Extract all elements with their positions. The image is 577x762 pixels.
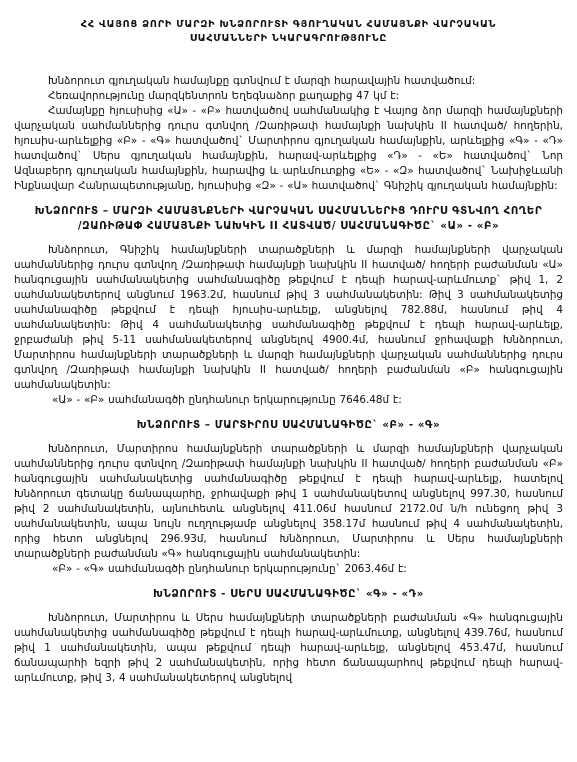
intro-boundaries: Համայնքը հյուսիսից «Ա» - «Բ» հատվածով սահմանակից է Վայոց ձոր մարզի համայնքների վարչական սահմաններից դուրս գտնվող /Զառիթափ համայնքի նախկին II հատված/ հողերին, հյուսիս-արևելքից «Բ» - «Գ» հատվածով` Մարտիրոս գյուղական համայնքին, արևելքից «Գ» - «Դ» հատվածով` Սերս գյուղական համայնքին, հարավ-արևելքից «Դ» - «Ե» հատվածով` Նոր Ազնաբերդ գյուղական համայնքին, հարավից և արևմուտքից «Ե» - «Զ» հատվածով` Նախիջևանի Ինքնավար Հանրապետությանը, հյուսիսից «Զ» - «Ա» հատվածով` Գնիշիկ գյուղական համայնքին:: [14, 105, 563, 192]
section-g-d: [14, 587, 563, 686]
section-heading: [14, 587, 563, 602]
title-line-2: ՍԱՀՄԱՆՆԵՐԻ ՆԿԱՐԱԳՐՈՒԹՅՈՒՆԸ: [189, 33, 388, 44]
section-b-g: [14, 418, 563, 577]
title-line-1: ՀՀ ՎԱՅՈՑ ՁՈՐԻ ՄԱՐԶԻ ԽՆՁՈՐՈՒՏԻ ԳՅՈՒՂԱԿԱՆ ՀԱՄԱՅՆՔԻ ՎԱՐՉԱԿԱՆ: [80, 19, 497, 30]
section-heading-line: ԽՆՁՈՐՈՒՏ - ՍԵՐՍ ՍԱՀՄԱՆԱԳԻԾԸ` «Գ» - «Դ»: [153, 589, 424, 600]
section-heading: [14, 418, 563, 433]
section-length: «Բ» - «Գ» սահմանագծի ընդհանուր երկարությունը` 2063.46մ է:: [52, 563, 407, 575]
section-heading-line: ԽՆՁՈՐՈՒՏ – ՄԱՐՏԻՐՈՍ ՍԱՀՄԱՆԱԳԻԾԸ` «Բ» - «Գ»: [136, 420, 441, 431]
section-heading-line: /ԶԱՌԻԹԱՓ ՀԱՄԱՅՆՔԻ ՆԱԽԿԻՆ II ՀԱՏՎԱԾ/ ՍԱՀՄԱՆԱԳԻԾԸ` «Ա» - «Բ»: [77, 221, 500, 232]
intro-section: [14, 74, 563, 194]
section-length: «Ա» - «Բ» սահմանագծի ընդհանուր երկարությունը 7646.48մ է:: [52, 394, 402, 406]
section-body: Խնձորուտ, Մարտիրոս և Սերս համայնքների տարածքների բաժանման «Գ» հանգուցային սահմանակետից սահմանագիծը թեքվում է դեպի հարավ-արևմուտք, անցնելով 439.76մ, հասնում թիվ 1 սահմանակետին, ապա թեքվում դեպի հարավ-արևելք, անցնելով 453.47մ, հասնում ճանապարհի եզրի թիվ 2 սահմանակետին, որից հետո ճանապարհով թեքվում դեպի հարավ-արևմուտք, թիվ 3, 4 սահմանակետերով անցնելով: [14, 612, 563, 684]
section-heading: [14, 204, 563, 234]
document-title: [14, 18, 563, 46]
section-a-b: [14, 204, 563, 408]
section-body: Խնձորուտ, Մարտիրոս համայնքների տարածքների և մարզի համայնքների վարչական սահմաններից դուրս գտնվող /Զառիթափ համայնքի նախկին II հատված/ հողերի բաժանման «Բ» հանգուցային սահմանակետից սահմանագիծը թեքվում է դեպի հարավ-արևելք, հատելով Խնձորուտ գետակը ճանապարհը, ջրհավաքի թիվ 1 սահմանակետով անցնելով 997.30, հասնում թիվ 2 սահմանակետին, այնուհետև անցնելով 411.06մ հասնում 2172.0մ ն/հ ունեցող թիվ 3 սահմանակետին, ապա նույն ուղղությամբ անցնելով 358.17մ հասնում թիվ 4 սահմանակետին, որից հետո անցնելով 296.93մ, հասնում Խնձորուտ, Մարտիրոս և Սերս համայնքների տարածքների բաժանման «Գ» հանգուցային սահմանակետին:: [14, 443, 563, 560]
intro-location: Խնձորուտ գյուղական համայնքը գտնվում է մարզի հարավային հատվածում:: [48, 75, 476, 87]
section-heading-line: ԽՆՁՈՐՈՒՏ – ՄԱՐԶԻ ՀԱՄԱՅՆՔՆԵՐԻ ՎԱՐՉԱԿԱՆ ՍԱՀՄԱՆՆԵՐԻՑ ԴՈՒՐՍ ԳՏՆՎՈՂ ՀՈՂԵՐ: [34, 206, 543, 217]
section-body: Խնձորուտ, Գնիշիկ համայնքների տարածքների և մարզի համայնքների վարչական սահմաններից դուրս գտնվող /Զառիթափ համայնքի նախկին II հատված/ հողերի բաժանման «Ա» հանգուցային սահմանակետից սահմանագիծը թեքվում է դեպի հարավ-արևմուտք` թիվ 1, 2 սահմանակետերով անցնում 1963.2մ, հասնում թիվ 3 սահմանակետին: Թիվ 3 սահմանակետից սահմանագիծը թեքվում է դեպի հյուսիս-արևելք, անցնելով 782.88մ, հասնում թիվ 4 սահմանակետին: Թիվ 4 սահմանակետից սահմանագիծը թեքվում է դեպի հարավ-արևելք, ջրբաժանի թիվ 5-11 սահմանակետերով անցնելով 4900.4մ, հասնում ջրհավաքի Խնձորուտ, Մարտիրոս համայնքների տարածքների և մարզի համայնքների վարչական սահմաններից դուրս գտնվող /Զառիթափ համայնքի նախկին II հատված/ հողերի բաժանման «Բ» հանգուցային սահմանակետին:: [14, 244, 563, 391]
intro-distance: Հեռավորությունը մարզկենտրոն Եղեգնաձոր քաղաքից 47 կմ է:: [48, 90, 400, 102]
